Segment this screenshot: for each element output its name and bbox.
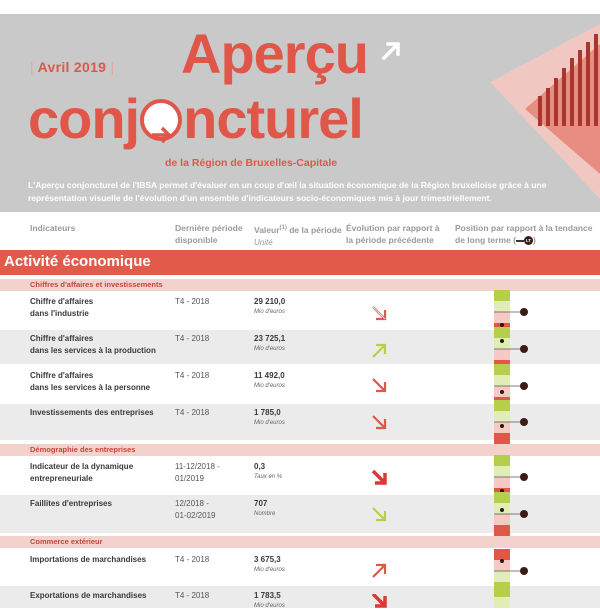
evolution-down-green-icon [371,506,389,524]
col-header-periode-l2: disponible [175,235,218,245]
unit-text: Mio d'euros [254,346,285,352]
col-header-indicateurs [30,222,75,234]
period: T4 - 2018 [175,591,210,600]
report-date-text: Avril 2019 [37,59,107,75]
indicator-line1: Chiffre d'affaires [30,371,94,380]
period [175,461,220,485]
indicator-line1: Chiffre d'affaires [30,297,94,306]
subsection-title: Démographie des entreprises [30,445,136,454]
title-arrow-icon [380,40,402,62]
report-subtitle: de la Région de Bruxelles-Capitale [165,157,338,169]
indicator-line1: Indicateur de la dynamique [30,462,134,471]
indicator-line1: Investissements des entreprises [30,408,154,417]
col-header-position-l2b: ) [532,235,536,245]
indicator-line2: dans les services à la personne [30,383,151,392]
evolution-strong-down-icon [371,469,389,487]
unit-text: Mio d'euros [254,603,285,609]
col-header-periode-l1: Dernière période [175,223,243,233]
indicator-line2: dans les services à la production [30,346,156,355]
value-text: 3 675,3 [254,555,281,564]
col-header-unite: Unité [254,237,273,247]
value [254,407,285,428]
report-header [0,14,600,212]
col-header-periode [175,222,243,246]
value-text: 11 492,0 [254,371,285,380]
position-gauge [494,586,534,608]
col-header-evolution-l2: la période précédente [346,235,434,245]
period-line2: 01-02/2019 [175,511,216,520]
col-header-position [455,222,600,246]
unit-text: Mio d'euros [254,567,285,573]
value [254,296,285,317]
value-text: 29 210,0 [254,297,286,306]
col-header-evolution [346,222,440,246]
value [254,333,285,354]
evolution-up-icon [371,341,389,359]
title-line-2-part2: ncturel [183,87,363,150]
col-header-indicateurs-text: Indicateurs [30,223,76,233]
value-text: 1 785,0 [254,408,281,417]
value [254,498,275,519]
value-text: 23 725,1 [254,334,286,343]
evolution-strong-down-icon [371,594,389,608]
evolution-down-icon [371,305,389,323]
period-line1: 12/2018 - [175,499,209,508]
indicator-name [30,498,170,510]
indicator-name [30,296,170,320]
indicator-name [30,370,170,394]
col-header-evolution-l1: Évolution par rapport à [346,223,440,233]
evolution-down-icon [371,377,389,395]
col-header-valeur-sup: (1) [279,225,287,231]
value [254,554,285,575]
period: T4 - 2018 [175,371,210,380]
title-line-1: Aperçu [181,22,368,85]
indicator-line1: Importations de marchandises [30,555,147,564]
evolution-up-red-icon [371,561,389,579]
subsection-title: Commerce extérieur [30,537,103,546]
title-line-2 [28,89,363,149]
indicator-name [30,554,170,566]
col-header-valeur [254,222,342,249]
col-header-position-l1: Position par rapport à la tendance [455,223,593,233]
title-line-2-part1: conj [28,87,140,150]
lt-line-icon [516,240,524,242]
indicator-name [30,461,170,485]
period: T4 - 2018 [175,334,210,343]
indicator-line1: Faillites d'entreprises [30,499,112,508]
col-header-position-l2a: de long terme ( [455,235,516,245]
unit-text: Mio d'euros [254,383,285,389]
period: T4 - 2018 [175,555,210,564]
indicator-line1: Chiffre d'affaires [30,334,94,343]
report-date: | Avril 2019 | [30,59,115,75]
lt-dot-icon: LT [525,238,532,244]
indicator-name [30,333,170,357]
indicator-line2: entrepreneuriale [30,474,93,483]
indicator-name [30,590,170,602]
unit-text: Nombre [254,511,276,517]
intro-text: L'Aperçu conjoncturel de l'IBSA permet d'évaluer en un coup d'œil la situation économique de la Région bruxelloise grâce à une représentation visuelle de l'évolution d'un ensemble d'indicateurs socio-économiques mis à jour trimestriellement. [28,180,547,203]
col-header-valeur-l1: Valeur [254,224,280,235]
evolution-down-icon [371,414,389,432]
position-gauge [494,492,534,536]
section-title: Activité économique [4,253,151,270]
value [254,370,285,391]
indicator-name [30,407,170,419]
period-line2: 01/2019 [175,474,204,483]
value-text: 707 [254,499,268,508]
unit-text: Mio d'euros [254,420,285,426]
period: T4 - 2018 [175,408,210,417]
unit-text: Mio d'euros [254,309,285,315]
indicator-line1: Exportations de marchandises [30,591,147,600]
period [175,498,215,522]
subsection-title: Chiffres d'affaires et investissements [30,280,163,289]
indicator-line2: dans l'industrie [30,309,89,318]
period: T4 - 2018 [175,297,210,306]
value-text: 1 783,5 [254,591,281,600]
col-header-valeur-l1b: de la période [286,224,342,235]
value [254,461,282,482]
position-gauge [494,400,534,444]
unit-text: Taux en % [254,474,283,480]
title-arrow-o-icon [140,99,182,141]
value-text: 0,3 [254,462,266,471]
period-line1: 11-12/2018 - [175,462,220,471]
